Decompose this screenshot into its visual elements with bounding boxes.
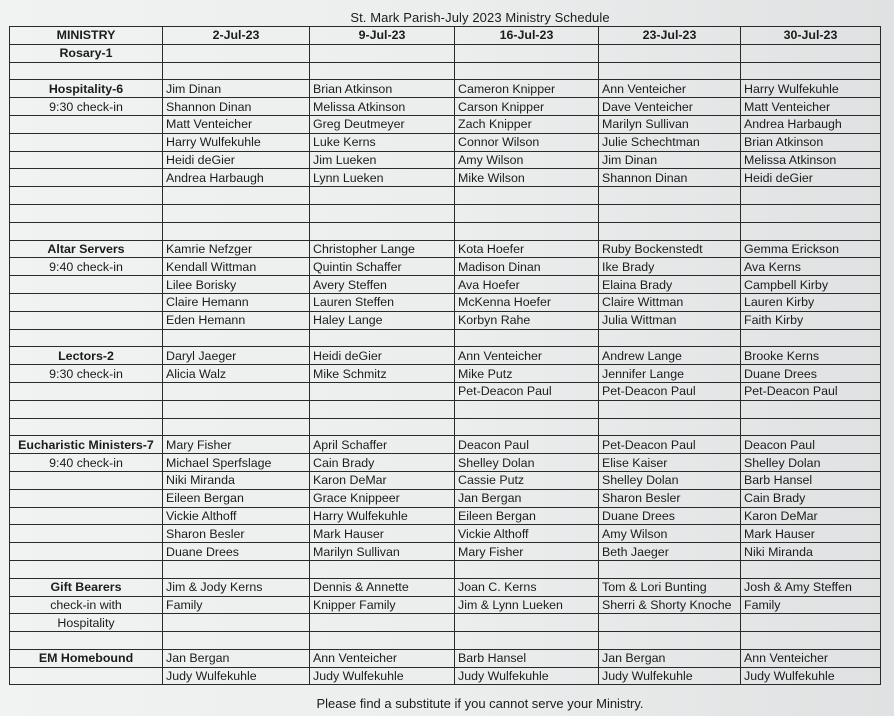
ministry-cell: Hospitality <box>10 614 163 632</box>
volunteer-cell: Jan Bergan <box>455 489 599 507</box>
table-row <box>10 489 881 507</box>
table-row <box>10 365 881 383</box>
table-row <box>10 44 881 62</box>
volunteer-cell <box>455 187 599 205</box>
volunteer-cell: Judy Wulfekuhle <box>163 667 310 685</box>
table-row <box>10 560 881 578</box>
volunteer-cell: Matt Venteicher <box>741 98 881 116</box>
volunteer-cell: Julia Wittman <box>599 311 741 329</box>
volunteer-cell <box>163 560 310 578</box>
schedule-table <box>9 26 881 685</box>
volunteer-cell <box>599 632 741 650</box>
volunteer-cell: Knipper Family <box>310 596 455 614</box>
volunteer-cell: Kendall Wittman <box>163 258 310 276</box>
volunteer-cell <box>455 222 599 240</box>
volunteer-cell: Jan Bergan <box>599 649 741 667</box>
volunteer-cell: Sharon Besler <box>599 489 741 507</box>
volunteer-cell: Quintin Schaffer <box>310 258 455 276</box>
ministry-cell <box>10 62 163 80</box>
volunteer-cell: Ava Kerns <box>741 258 881 276</box>
ministry-cell: Rosary-1 <box>10 44 163 62</box>
volunteer-cell: Eileen Bergan <box>163 489 310 507</box>
volunteer-cell <box>455 329 599 347</box>
ministry-cell: Altar Servers <box>10 240 163 258</box>
table-row <box>10 525 881 543</box>
volunteer-cell: Jan Bergan <box>163 649 310 667</box>
volunteer-cell: Family <box>741 596 881 614</box>
ministry-cell <box>10 151 163 169</box>
volunteer-cell <box>163 204 310 222</box>
volunteer-cell <box>310 44 455 62</box>
volunteer-cell: Vickie Althoff <box>455 525 599 543</box>
volunteer-cell: Andrew Lange <box>599 347 741 365</box>
volunteer-cell: Faith Kirby <box>741 311 881 329</box>
volunteer-cell <box>599 418 741 436</box>
volunteer-cell: Judy Wulfekuhle <box>310 667 455 685</box>
volunteer-cell: Julie Schechtman <box>599 133 741 151</box>
header-date: 2-Jul-23 <box>163 27 310 45</box>
volunteer-cell: Joan C. Kerns <box>455 578 599 596</box>
volunteer-cell: Mark Hauser <box>310 525 455 543</box>
ministry-cell: 9:30 check-in <box>10 365 163 383</box>
volunteer-cell: Cain Brady <box>741 489 881 507</box>
volunteer-cell: Michael Sperfslage <box>163 454 310 472</box>
volunteer-cell: Jim Lueken <box>310 151 455 169</box>
volunteer-cell <box>599 44 741 62</box>
volunteer-cell <box>163 44 310 62</box>
volunteer-cell <box>599 222 741 240</box>
ministry-cell <box>10 222 163 240</box>
volunteer-cell <box>163 222 310 240</box>
volunteer-cell: Greg Deutmeyer <box>310 115 455 133</box>
ministry-cell <box>10 400 163 418</box>
table-row <box>10 578 881 596</box>
ministry-cell <box>10 276 163 294</box>
volunteer-cell: Josh & Amy Steffen <box>741 578 881 596</box>
volunteer-cell: Jim & Jody Kerns <box>163 578 310 596</box>
volunteer-cell <box>599 560 741 578</box>
volunteer-cell: Zach Knipper <box>455 115 599 133</box>
ministry-cell: 9:40 check-in <box>10 454 163 472</box>
ministry-cell: 9:30 check-in <box>10 98 163 116</box>
volunteer-cell <box>163 62 310 80</box>
volunteer-cell: Cassie Putz <box>455 471 599 489</box>
volunteer-cell: Harry Wulfekuhle <box>310 507 455 525</box>
volunteer-cell <box>163 632 310 650</box>
volunteer-cell <box>310 222 455 240</box>
ministry-cell <box>10 133 163 151</box>
volunteer-cell <box>455 614 599 632</box>
volunteer-cell: Judy Wulfekuhle <box>599 667 741 685</box>
table-row <box>10 204 881 222</box>
volunteer-cell: Barb Hansel <box>741 471 881 489</box>
volunteer-cell <box>310 632 455 650</box>
ministry-cell: Hospitality-6 <box>10 80 163 98</box>
header-ministry: MINISTRY <box>10 27 163 45</box>
volunteer-cell: Matt Venteicher <box>163 115 310 133</box>
table-row <box>10 614 881 632</box>
table-row <box>10 507 881 525</box>
ministry-cell <box>10 525 163 543</box>
ministry-cell <box>10 329 163 347</box>
volunteer-cell: Dennis & Annette <box>310 578 455 596</box>
table-row <box>10 543 881 561</box>
volunteer-cell <box>455 560 599 578</box>
ministry-cell <box>10 632 163 650</box>
volunteer-cell: Claire Hemann <box>163 293 310 311</box>
volunteer-cell: Eden Hemann <box>163 311 310 329</box>
volunteer-cell: Eileen Bergan <box>455 507 599 525</box>
table-row <box>10 632 881 650</box>
ministry-cell <box>10 489 163 507</box>
volunteer-cell: Pet-Deacon Paul <box>599 436 741 454</box>
volunteer-cell: Pet-Deacon Paul <box>741 382 881 400</box>
volunteer-cell <box>310 187 455 205</box>
volunteer-cell <box>741 632 881 650</box>
volunteer-cell: Judy Wulfekuhle <box>455 667 599 685</box>
volunteer-cell: Ike Brady <box>599 258 741 276</box>
volunteer-cell <box>310 418 455 436</box>
ministry-cell: EM Homebound <box>10 649 163 667</box>
volunteer-cell: Ann Venteicher <box>599 80 741 98</box>
ministry-cell <box>10 187 163 205</box>
ministry-cell <box>10 543 163 561</box>
volunteer-cell: Ann Venteicher <box>310 649 455 667</box>
volunteer-cell: Jim Dinan <box>163 80 310 98</box>
ministry-cell <box>10 382 163 400</box>
volunteer-cell <box>741 204 881 222</box>
volunteer-cell: Kamrie Nefzger <box>163 240 310 258</box>
volunteer-cell: Carson Knipper <box>455 98 599 116</box>
volunteer-cell: Duane Drees <box>599 507 741 525</box>
volunteer-cell: Dave Venteicher <box>599 98 741 116</box>
volunteer-cell: Gemma Erickson <box>741 240 881 258</box>
volunteer-cell <box>455 418 599 436</box>
table-row <box>10 596 881 614</box>
volunteer-cell: Cain Brady <box>310 454 455 472</box>
table-row <box>10 151 881 169</box>
volunteer-cell: April Schaffer <box>310 436 455 454</box>
ministry-cell <box>10 204 163 222</box>
volunteer-cell <box>741 614 881 632</box>
volunteer-cell: Shannon Dinan <box>599 169 741 187</box>
volunteer-cell: Brooke Kerns <box>741 347 881 365</box>
volunteer-cell: Amy Wilson <box>599 525 741 543</box>
volunteer-cell: Ann Venteicher <box>455 347 599 365</box>
volunteer-cell: Harry Wulfekuhle <box>163 133 310 151</box>
volunteer-cell: Karon DeMar <box>741 507 881 525</box>
volunteer-cell: Cameron Knipper <box>455 80 599 98</box>
ministry-cell <box>10 115 163 133</box>
volunteer-cell <box>741 62 881 80</box>
table-row <box>10 311 881 329</box>
volunteer-cell: Family <box>163 596 310 614</box>
volunteer-cell <box>599 187 741 205</box>
volunteer-cell: Marilyn Sullivan <box>310 543 455 561</box>
ministry-cell: Lectors-2 <box>10 347 163 365</box>
ministry-cell: Eucharistic Ministers-7 <box>10 436 163 454</box>
volunteer-cell <box>741 222 881 240</box>
header-date: 9-Jul-23 <box>310 27 455 45</box>
volunteer-cell: Ann Venteicher <box>741 649 881 667</box>
table-row <box>10 471 881 489</box>
volunteer-cell: Mike Schmitz <box>310 365 455 383</box>
volunteer-cell: Niki Miranda <box>163 471 310 489</box>
header-date: 23-Jul-23 <box>599 27 741 45</box>
volunteer-cell: Lauren Steffen <box>310 293 455 311</box>
volunteer-cell: Alicia Walz <box>163 365 310 383</box>
volunteer-cell: Elise Kaiser <box>599 454 741 472</box>
volunteer-cell: Mike Putz <box>455 365 599 383</box>
ministry-cell <box>10 311 163 329</box>
volunteer-cell: Tom & Lori Bunting <box>599 578 741 596</box>
volunteer-cell: Duane Drees <box>741 365 881 383</box>
volunteer-cell: Heidi deGier <box>163 151 310 169</box>
volunteer-cell <box>163 400 310 418</box>
ministry-cell <box>10 169 163 187</box>
volunteer-cell <box>599 62 741 80</box>
table-row <box>10 98 881 116</box>
header-date: 16-Jul-23 <box>455 27 599 45</box>
volunteer-cell <box>310 614 455 632</box>
volunteer-cell: Vickie Althoff <box>163 507 310 525</box>
ministry-cell: Gift Bearers <box>10 578 163 596</box>
volunteer-cell <box>741 329 881 347</box>
ministry-cell <box>10 293 163 311</box>
volunteer-cell: Shelley Dolan <box>741 454 881 472</box>
volunteer-cell <box>310 382 455 400</box>
volunteer-cell: Lauren Kirby <box>741 293 881 311</box>
volunteer-cell <box>599 204 741 222</box>
volunteer-cell: Ruby Bockenstedt <box>599 240 741 258</box>
volunteer-cell: Sharon Besler <box>163 525 310 543</box>
volunteer-cell <box>741 400 881 418</box>
volunteer-cell: Jim & Lynn Lueken <box>455 596 599 614</box>
volunteer-cell: Claire Wittman <box>599 293 741 311</box>
table-row <box>10 258 881 276</box>
header-row <box>10 27 881 45</box>
volunteer-cell: Luke Kerns <box>310 133 455 151</box>
volunteer-cell <box>741 418 881 436</box>
table-row <box>10 329 881 347</box>
volunteer-cell <box>310 400 455 418</box>
volunteer-cell: Barb Hansel <box>455 649 599 667</box>
ministry-cell: check-in with <box>10 596 163 614</box>
volunteer-cell: McKenna Hoefer <box>455 293 599 311</box>
volunteer-cell: Judy Wulfekuhle <box>741 667 881 685</box>
volunteer-cell: Shelley Dolan <box>455 454 599 472</box>
table-row <box>10 436 881 454</box>
table-row <box>10 80 881 98</box>
volunteer-cell <box>310 329 455 347</box>
volunteer-cell: Avery Steffen <box>310 276 455 294</box>
table-row <box>10 115 881 133</box>
ministry-cell: 9:40 check-in <box>10 258 163 276</box>
volunteer-cell: Campbell Kirby <box>741 276 881 294</box>
volunteer-cell: Amy Wilson <box>455 151 599 169</box>
volunteer-cell: Sherri & Shorty Knoche <box>599 596 741 614</box>
volunteer-cell: Brian Atkinson <box>310 80 455 98</box>
ministry-cell <box>10 418 163 436</box>
table-row <box>10 133 881 151</box>
volunteer-cell <box>310 204 455 222</box>
table-row <box>10 649 881 667</box>
table-row <box>10 276 881 294</box>
schedule-body <box>10 44 881 685</box>
table-row <box>10 382 881 400</box>
table-row <box>10 169 881 187</box>
volunteer-cell: Karon DeMar <box>310 471 455 489</box>
volunteer-cell: Ava Hoefer <box>455 276 599 294</box>
volunteer-cell <box>599 329 741 347</box>
table-row <box>10 222 881 240</box>
volunteer-cell: Heidi deGier <box>310 347 455 365</box>
volunteer-cell: Pet-Deacon Paul <box>455 382 599 400</box>
table-row <box>10 454 881 472</box>
ministry-cell <box>10 471 163 489</box>
table-row <box>10 347 881 365</box>
volunteer-cell <box>599 614 741 632</box>
volunteer-cell: Jennifer Lange <box>599 365 741 383</box>
volunteer-cell: Christopher Lange <box>310 240 455 258</box>
volunteer-cell <box>599 400 741 418</box>
volunteer-cell: Niki Miranda <box>741 543 881 561</box>
table-row <box>10 400 881 418</box>
volunteer-cell: Elaina Brady <box>599 276 741 294</box>
volunteer-cell <box>741 560 881 578</box>
volunteer-cell: Deacon Paul <box>455 436 599 454</box>
volunteer-cell: Mark Hauser <box>741 525 881 543</box>
ministry-cell <box>10 667 163 685</box>
table-row <box>10 187 881 205</box>
volunteer-cell <box>163 382 310 400</box>
table-row <box>10 293 881 311</box>
volunteer-cell: Mike Wilson <box>455 169 599 187</box>
volunteer-cell: Lilee Borisky <box>163 276 310 294</box>
volunteer-cell: Korbyn Rahe <box>455 311 599 329</box>
volunteer-cell <box>163 187 310 205</box>
table-row <box>10 418 881 436</box>
volunteer-cell: Shelley Dolan <box>599 471 741 489</box>
volunteer-cell: Beth Jaeger <box>599 543 741 561</box>
volunteer-cell <box>741 44 881 62</box>
volunteer-cell: Lynn Lueken <box>310 169 455 187</box>
page-title: St. Mark Parish-July 2023 Ministry Schedule <box>350 10 610 25</box>
volunteer-cell: Harry Wulfekuhle <box>741 80 881 98</box>
volunteer-cell: Andrea Harbaugh <box>163 169 310 187</box>
volunteer-cell: Melissa Atkinson <box>741 151 881 169</box>
table-row <box>10 667 881 685</box>
volunteer-cell: Heidi deGier <box>741 169 881 187</box>
volunteer-cell: Connor Wilson <box>455 133 599 151</box>
volunteer-cell <box>741 187 881 205</box>
volunteer-cell <box>455 204 599 222</box>
ministry-cell <box>10 560 163 578</box>
volunteer-cell: Melissa Atkinson <box>310 98 455 116</box>
volunteer-cell <box>455 44 599 62</box>
header-date: 30-Jul-23 <box>741 27 881 45</box>
volunteer-cell: Grace Knippeer <box>310 489 455 507</box>
volunteer-cell: Marilyn Sullivan <box>599 115 741 133</box>
table-row <box>10 240 881 258</box>
volunteer-cell: Haley Lange <box>310 311 455 329</box>
volunteer-cell: Duane Drees <box>163 543 310 561</box>
volunteer-cell <box>163 614 310 632</box>
volunteer-cell: Madison Dinan <box>455 258 599 276</box>
volunteer-cell <box>455 632 599 650</box>
volunteer-cell: Brian Atkinson <box>741 133 881 151</box>
volunteer-cell: Andrea Harbaugh <box>741 115 881 133</box>
volunteer-cell: Pet-Deacon Paul <box>599 382 741 400</box>
volunteer-cell: Mary Fisher <box>163 436 310 454</box>
volunteer-cell <box>310 62 455 80</box>
volunteer-cell: Deacon Paul <box>741 436 881 454</box>
volunteer-cell <box>163 329 310 347</box>
volunteer-cell: Jim Dinan <box>599 151 741 169</box>
table-row <box>10 62 881 80</box>
volunteer-cell <box>163 418 310 436</box>
volunteer-cell <box>310 560 455 578</box>
volunteer-cell: Shannon Dinan <box>163 98 310 116</box>
footer-note: Please find a substitute if you cannot serve your Ministry. <box>316 696 644 711</box>
ministry-cell <box>10 507 163 525</box>
volunteer-cell <box>455 400 599 418</box>
volunteer-cell: Kota Hoefer <box>455 240 599 258</box>
volunteer-cell: Daryl Jaeger <box>163 347 310 365</box>
volunteer-cell: Mary Fisher <box>455 543 599 561</box>
volunteer-cell <box>455 62 599 80</box>
